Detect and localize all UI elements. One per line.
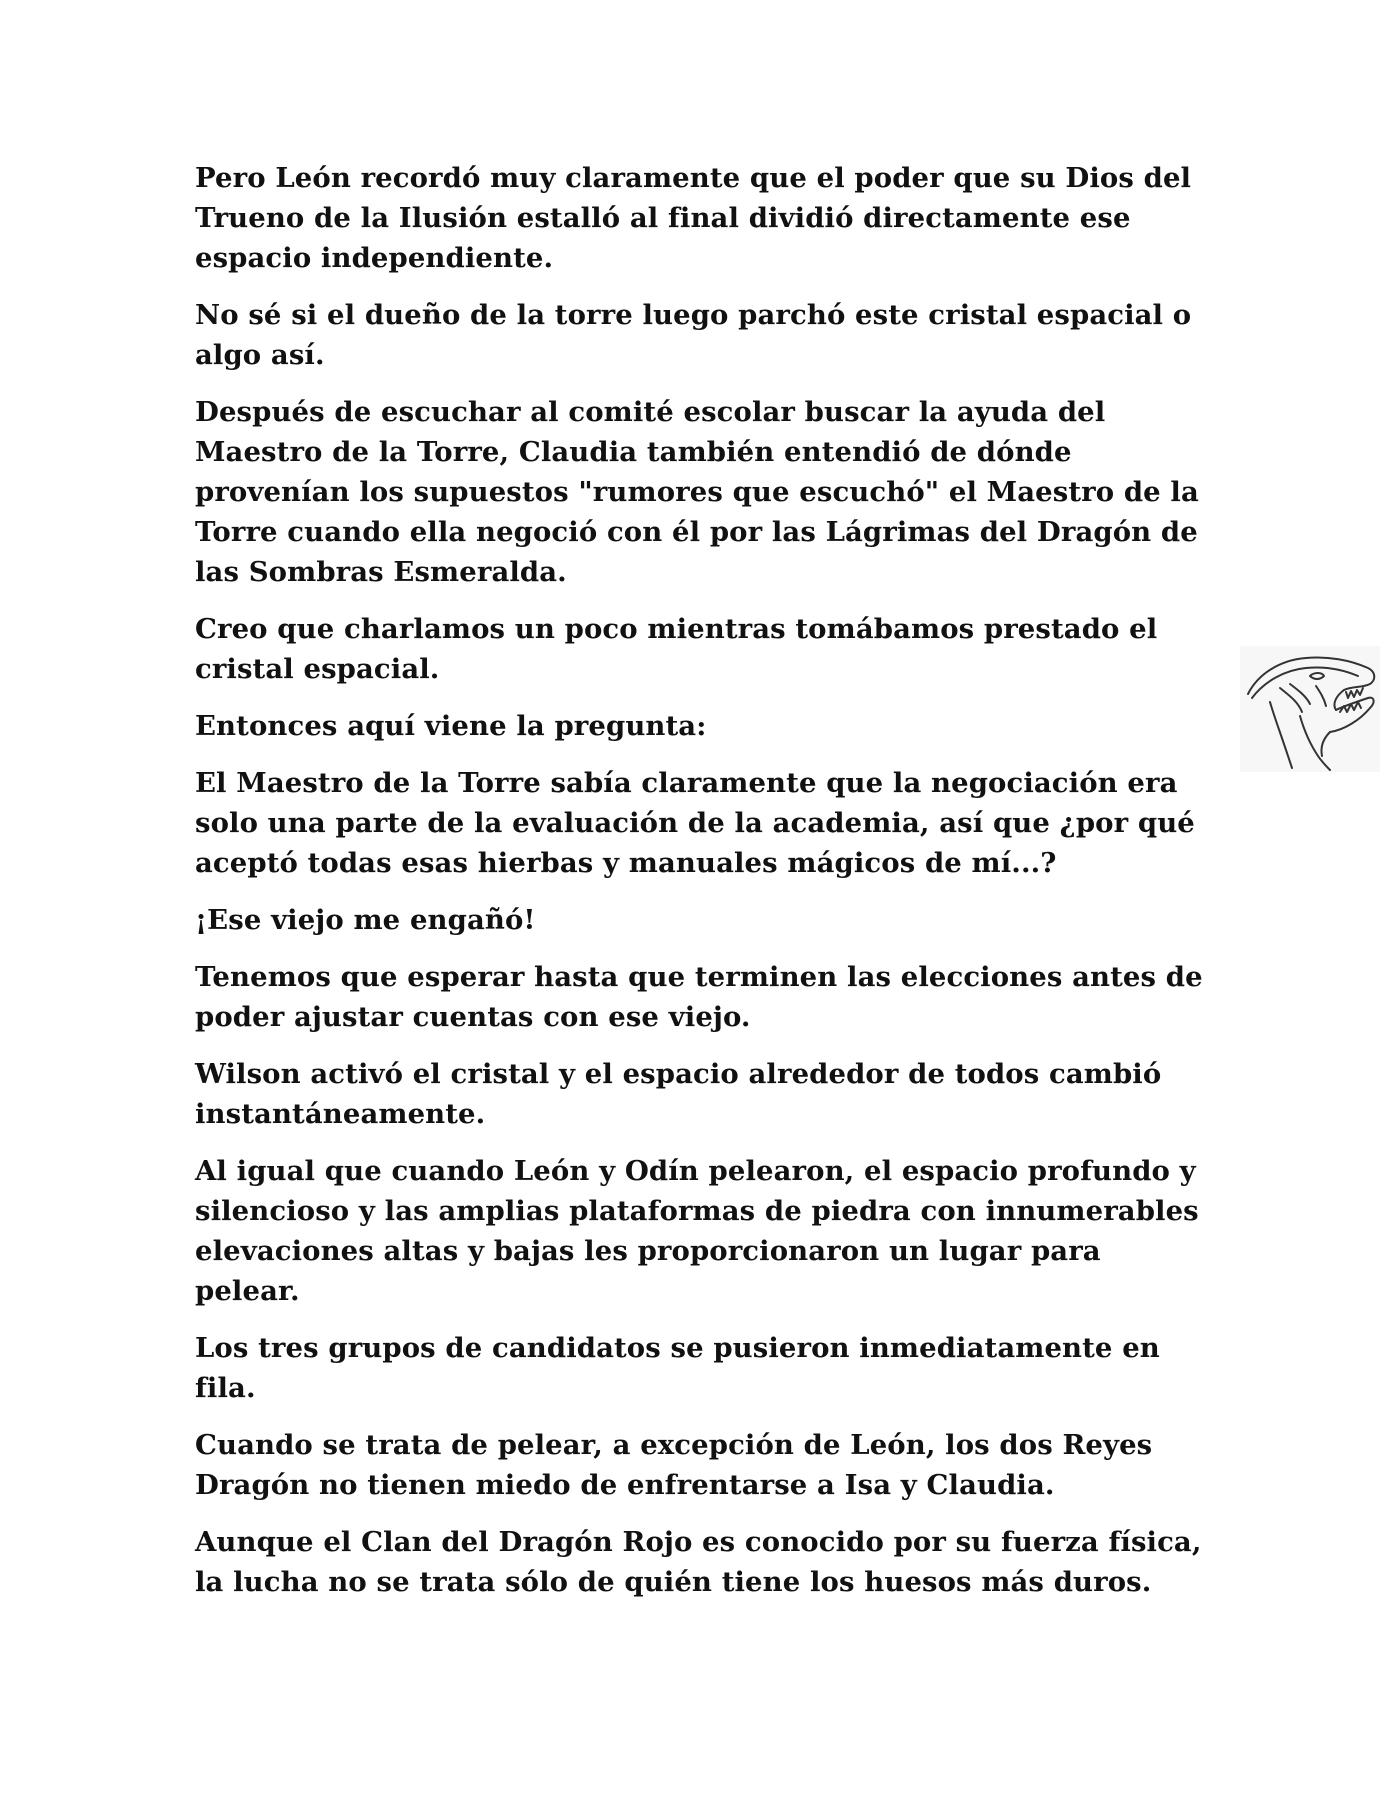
dinosaur-head-icon bbox=[1240, 646, 1380, 772]
paragraph-8: Tenemos que esperar hasta que terminen las elecciones antes de poder ajustar cuentas con ese viejo. bbox=[195, 961, 1203, 1033]
document-body bbox=[195, 158, 1205, 1619]
paragraph-6: El Maestro de la Torre sabía claramente que la negociación era solo una parte de la evaluación de la academia, así que ¿por qué aceptó todas esas hierbas y manuales mágicos de mí...? bbox=[195, 767, 1195, 879]
paragraph-11: Los tres grupos de candidatos se pusieron inmediatamente en fila. bbox=[195, 1332, 1160, 1404]
paragraph-13: Aunque el Clan del Dragón Rojo es conocido por su fuerza física, la lucha no se trata sólo de quién tiene los huesos más duros. bbox=[195, 1526, 1202, 1598]
paragraph-2: No sé si el dueño de la torre luego parchó este cristal espacial o algo así. bbox=[195, 299, 1192, 371]
paragraph-3: Después de escuchar al comité escolar buscar la ayuda del Maestro de la Torre, Claudia también entendió de dónde provenían los supuestos "rumores que escuchó" el Maestro de la Torre cuando ella negoció con él por las Lágrimas del Dragón de las Sombras Esmeralda. bbox=[195, 396, 1199, 588]
paragraph-9: Wilson activó el cristal y el espacio alrededor de todos cambió instantáneamente. bbox=[195, 1058, 1162, 1130]
paragraph-7: ¡Ese viejo me engañó! bbox=[195, 904, 536, 936]
paragraph-10: Al igual que cuando León y Odín pelearon, el espacio profundo y silencioso y las amplias plataformas de piedra con innumerables elevaciones altas y bajas les proporcionaron un lugar para pelear. bbox=[195, 1155, 1199, 1307]
paragraph-1: Pero León recordó muy claramente que el poder que su Dios del Trueno de la Ilusión estalló al final dividió directamente ese espacio independiente. bbox=[195, 162, 1192, 274]
paragraph-12: Cuando se trata de pelear, a excepción de León, los dos Reyes Dragón no tienen miedo de enfrentarse a Isa y Claudia. bbox=[195, 1429, 1153, 1501]
paragraph-5: Entonces aquí viene la pregunta: bbox=[195, 710, 707, 742]
paragraph-4: Creo que charlamos un poco mientras tomábamos prestado el cristal espacial. bbox=[195, 613, 1158, 685]
